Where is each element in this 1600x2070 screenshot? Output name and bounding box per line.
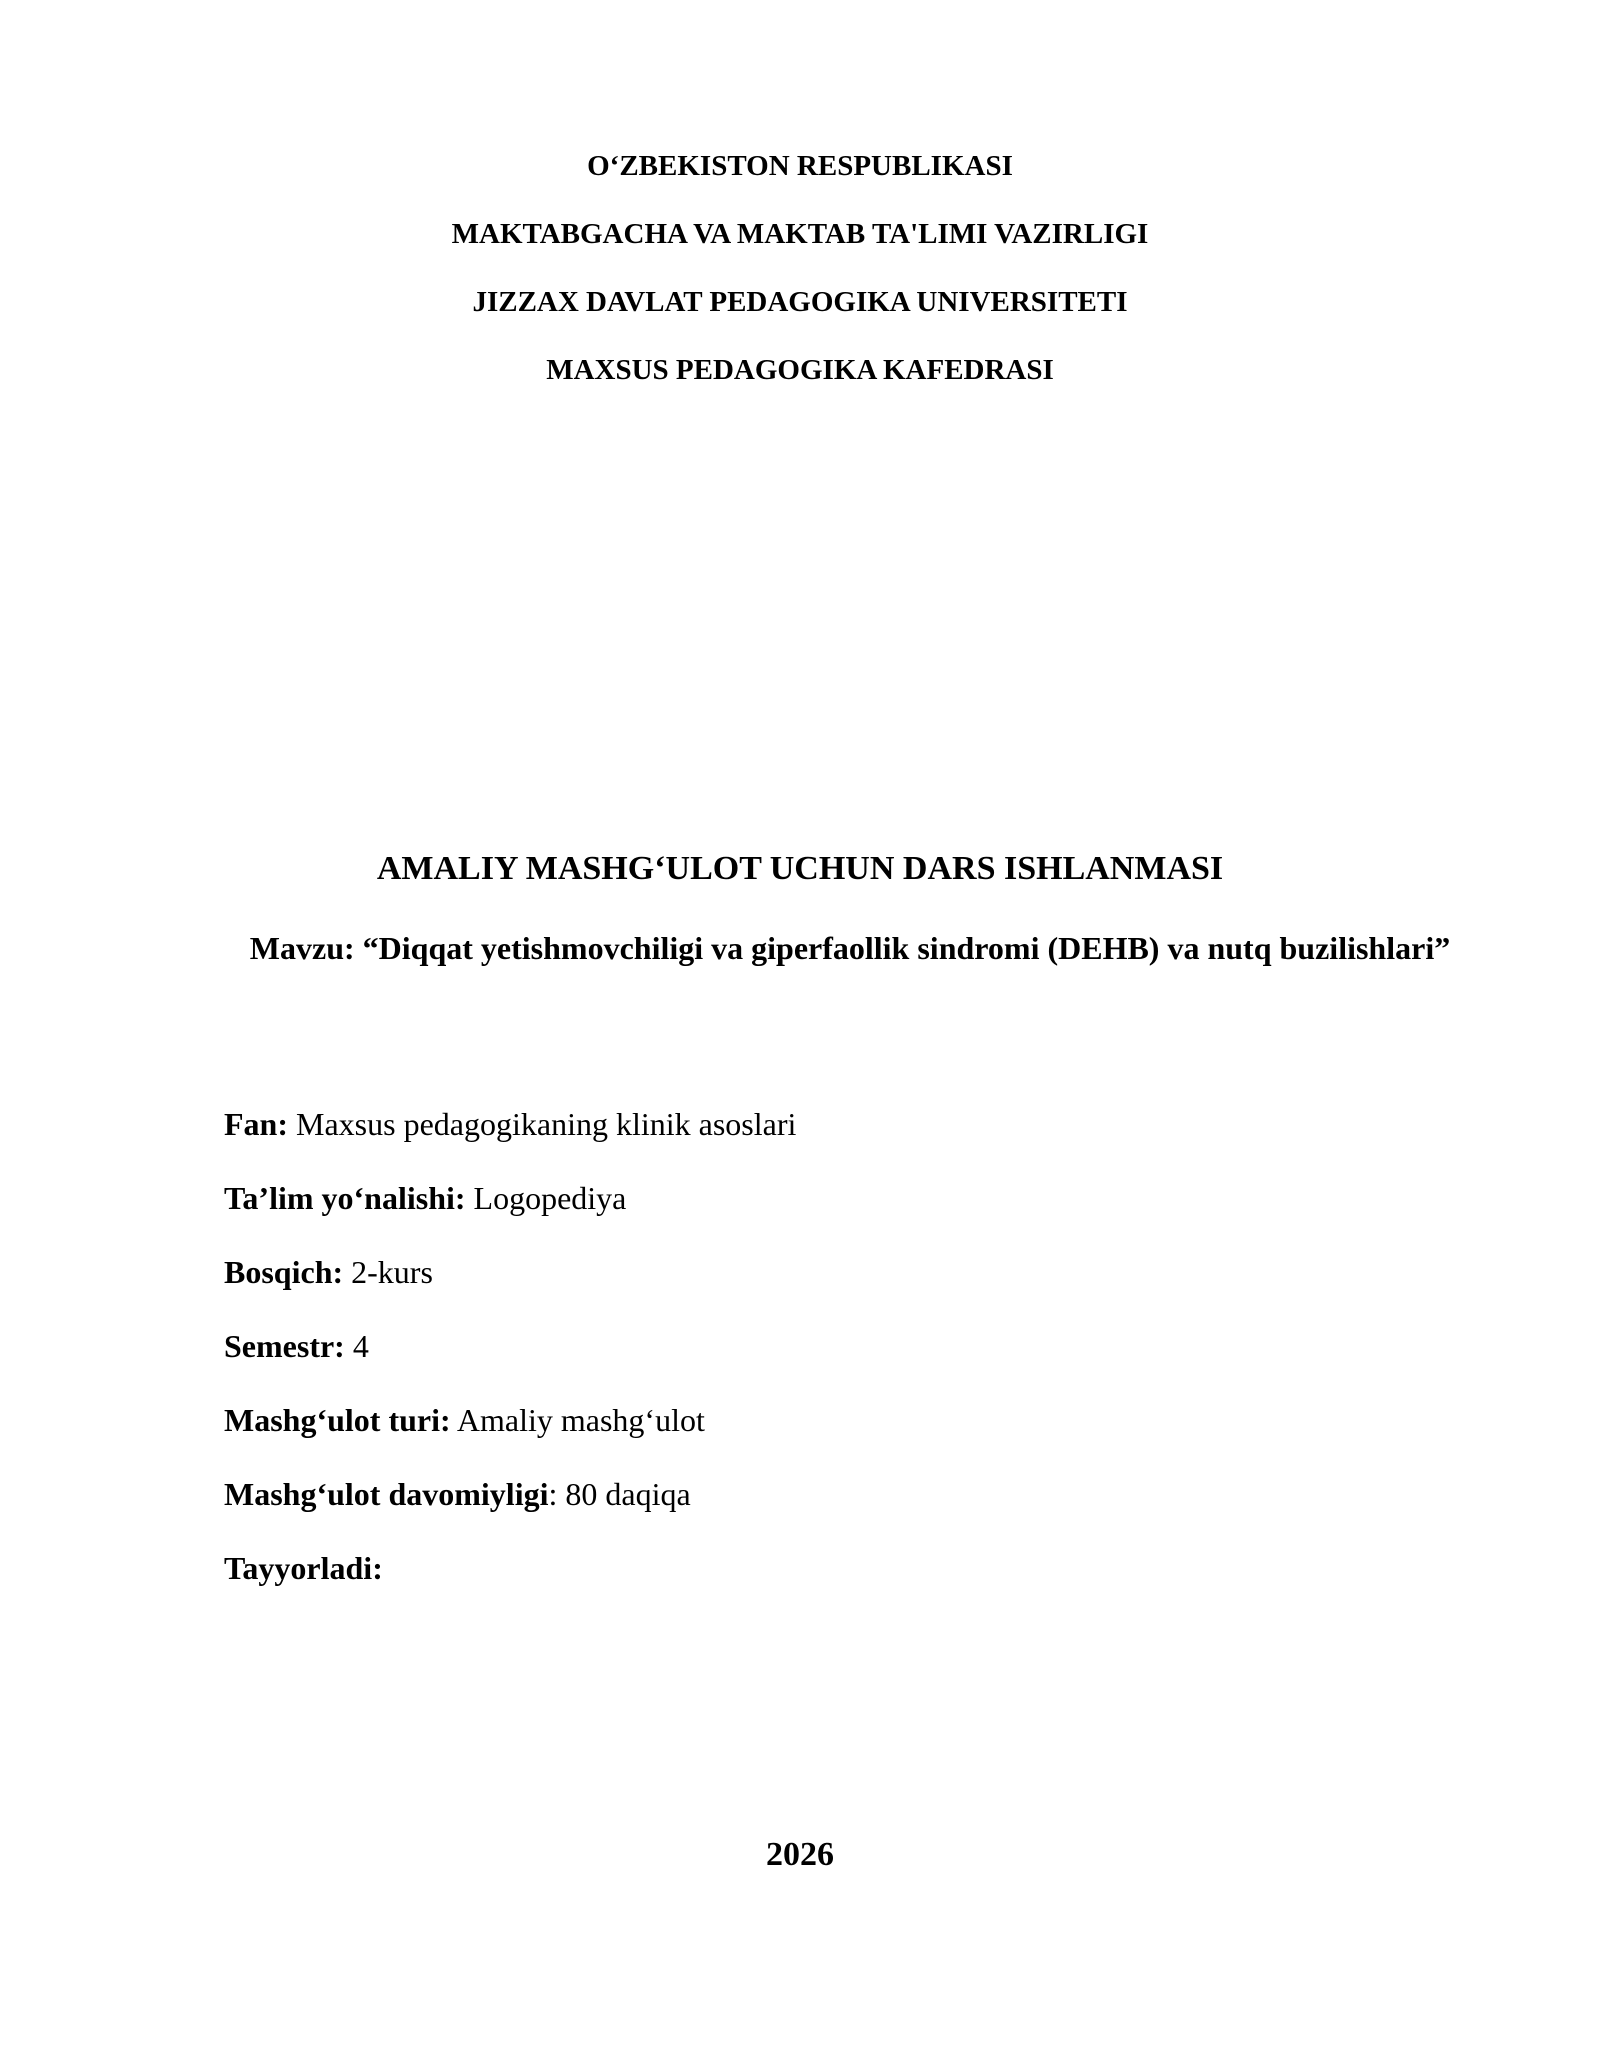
field-yonalish-label: Ta’lim yo‘nalishi:: [224, 1180, 466, 1216]
field-turi-value: Amaliy mashg‘ulot: [456, 1402, 705, 1438]
header-ministry: MAKTABGACHA VA MAKTAB TA'LIMI VAZIRLIGI: [451, 218, 1149, 250]
field-tayyorladi: [224, 1548, 383, 1588]
field-yonalish-value: Logopediya: [473, 1180, 627, 1216]
field-davomiyligi-separator: :: [548, 1476, 558, 1512]
field-tayyorladi-label: Tayyorladi:: [224, 1550, 383, 1586]
field-semestr-label: Semestr:: [224, 1328, 345, 1364]
field-davomiyligi-value: 80 daqiqa: [565, 1476, 691, 1512]
header-country: O‘ZBEKISTON RESPUBLIKASI: [587, 150, 1013, 182]
field-davomiyligi: [224, 1474, 691, 1514]
header-university: JIZZAX DAVLAT PEDAGOGIKA UNIVERSITETI: [472, 286, 1128, 318]
field-fan-value: Maxsus pedagogikaning klinik asoslari: [296, 1106, 797, 1142]
field-semestr-value: 4: [352, 1328, 369, 1364]
document-year: 2026: [766, 1836, 834, 1873]
topic-block: [230, 924, 1470, 972]
topic-label: Mavzu:: [249, 930, 355, 966]
field-turi: [224, 1400, 705, 1440]
document-title: AMALIY MASHG‘ULOT UCHUN DARS ISHLANMASI: [376, 850, 1224, 887]
field-bosqich-label: Bosqich:: [224, 1254, 344, 1290]
field-fan: [224, 1104, 796, 1144]
field-bosqich-value: 2-kurs: [351, 1254, 433, 1290]
field-bosqich: [224, 1252, 433, 1292]
field-turi-label: Mashg‘ulot turi:: [224, 1402, 451, 1438]
topic-text: “Diqqat yetishmovchiligi va giperfaollik sindromi (DEHB) va nutq buzilishlari”: [362, 930, 1451, 966]
field-davomiyligi-label: Mashg‘ulot davomiyligi: [224, 1476, 549, 1512]
header-department: MAXSUS PEDAGOGIKA KAFEDRASI: [546, 354, 1054, 386]
field-fan-label: Fan:: [224, 1106, 288, 1142]
field-yonalish: [224, 1178, 626, 1218]
field-semestr: [224, 1326, 369, 1366]
